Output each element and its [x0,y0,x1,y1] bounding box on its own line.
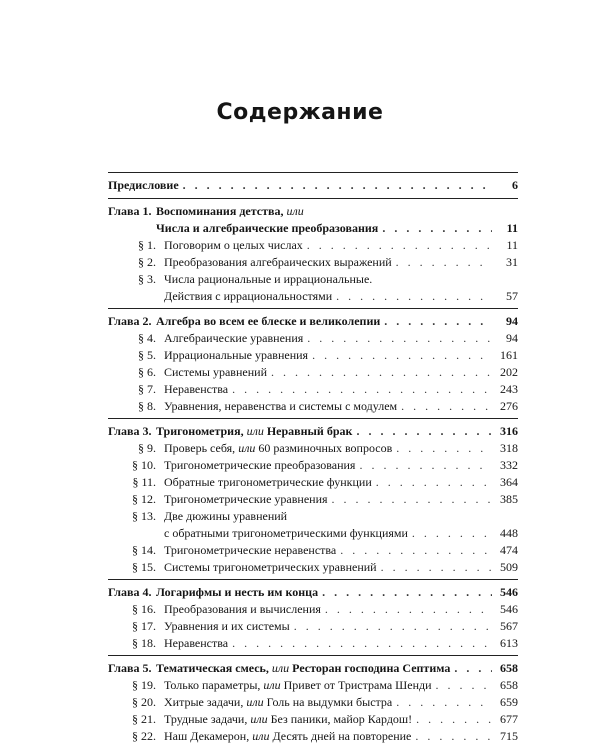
section-title-part: Голь на выдумки быстра [266,695,393,709]
section-title: Тригонометрические преобразования [164,458,356,472]
dot-leader [307,237,492,254]
section-entry [108,254,518,271]
page-number: 658 [500,678,518,692]
dot-leader [396,440,492,457]
section-entry [108,330,518,347]
dot-leader [183,177,492,194]
chapter-heading [108,309,518,330]
section-title: Неравенства [164,636,229,650]
dot-leader [325,601,492,618]
chapter-block-4 [108,580,518,656]
dot-leader [396,254,492,271]
section-number: § 16. [132,602,156,616]
dot-leader [401,398,492,415]
chapter-title-connector: или [246,424,264,438]
section-title-connector: или [263,678,281,692]
section-title: Числа рациональные и иррациональные. [164,272,373,286]
dot-leader [396,694,492,711]
dot-leader [381,559,492,576]
dot-leader [412,525,492,542]
section-number: § 8. [138,399,156,413]
section-title-part: Только параметры, [164,678,261,692]
section-entry [108,677,518,694]
section-number: § 1. [138,238,156,252]
section-number: § 17. [132,619,156,633]
page-number: 332 [500,458,518,472]
dot-leader [376,474,492,491]
section-title: Алгебраические уравнения [164,331,304,345]
section-entry [108,635,518,652]
preface-block [108,172,518,199]
page-title: Содержание [216,100,384,125]
section-number: § 21. [132,712,156,726]
chapter-title-connector: или [271,661,290,675]
section-entry [108,694,518,711]
page-number: 715 [500,729,518,743]
page-number: 31 [506,255,518,269]
dot-leader [356,423,492,440]
chapter-number: Глава 5. [108,661,152,675]
section-title-part: Десять дней на повторение [272,729,412,743]
section-entry [108,618,518,635]
section-title [164,440,392,457]
section-title: Системы тригонометрических уравнений [164,560,377,574]
page-number: 11 [506,221,518,235]
section-title: Преобразования алгебраических выражений [164,255,392,269]
chapter-heading [108,580,518,601]
section-entry [108,237,518,254]
dot-leader [416,711,492,728]
section-title: Уравнения и их системы [164,619,290,633]
dot-leader [415,728,492,745]
page-number: 161 [500,348,518,362]
section-title: Тригонометрические уравнения [164,492,328,506]
page-number: 318 [500,441,518,455]
section-entry [108,398,518,415]
chapter-block-1 [108,199,518,309]
section-number: § 6. [138,365,156,379]
page-number: 6 [512,178,518,192]
section-entry [108,364,518,381]
chapter-title-part: Воспоминания детства, [156,204,284,218]
section-entry [108,491,518,508]
chapter-heading [108,199,518,220]
section-title-line2: Действия с иррациональностями [164,289,333,303]
section-entry [108,711,518,728]
dot-leader [454,660,492,677]
section-title-connector: или [238,441,256,455]
chapter-number: Глава 3. [108,424,152,438]
chapter-title-part: Тригонометрия, [156,424,244,438]
page-number: 546 [500,602,518,616]
section-title [164,711,412,728]
section-title-part: Хитрые задачи, [164,695,244,709]
section-number: § 18. [132,636,156,650]
dot-leader [332,491,492,508]
page-number: 677 [500,712,518,726]
dot-leader [436,677,492,694]
chapter-title-part: Ресторан господина Септима [292,661,451,675]
page-number: 448 [500,526,518,540]
section-title: Неравенства [164,382,229,396]
section-title: Две дюжины уравнений [164,509,288,523]
page-number: 316 [500,424,518,438]
section-entry [108,542,518,559]
section-entry [108,457,518,474]
section-title-part: Без паники, майор Кардош! [270,712,413,726]
section-entry [108,559,518,576]
chapter-heading [108,419,518,440]
dot-leader [307,330,492,347]
chapter-number: Глава 1. [108,204,152,218]
toc-entry-preface [108,173,518,198]
chapter-title-part: Тематическая смесь, [156,661,269,675]
page-number: 94 [506,331,518,345]
section-title [164,694,392,711]
dot-leader [322,584,492,601]
section-entry-continued [108,525,518,542]
section-title: Тригонометрические неравенства [164,543,337,557]
page-number: 613 [500,636,518,650]
chapter-title: Алгебра во всем ее блеске и великолепии [156,314,381,328]
section-number: § 22. [132,729,156,743]
section-title: Обратные тригонометрические функции [164,475,372,489]
section-title [164,728,411,745]
page-number: 243 [500,382,518,396]
dot-leader [384,313,492,330]
chapter-title-part: Неравный брак [266,424,353,438]
section-title-part: Трудные задачи, [164,712,248,726]
section-number: § 13. [132,509,156,523]
section-number: § 19. [132,678,156,692]
section-number: § 7. [138,382,156,396]
chapter-heading [108,656,518,677]
page-number: 94 [506,314,518,328]
page-number: 509 [500,560,518,574]
section-entry [108,347,518,364]
dot-leader [382,220,492,237]
section-entry [108,728,518,745]
chapter-title: Логарифмы и несть им конца [156,585,319,599]
dot-leader [340,542,492,559]
section-entry [108,601,518,618]
section-entry [108,381,518,398]
chapter-title-connector: или [286,204,304,218]
section-title [164,677,432,694]
page-number: 202 [500,365,518,379]
dot-leader [336,288,492,305]
page-number: 276 [500,399,518,413]
dot-leader [271,364,492,381]
chapter-block-2 [108,309,518,419]
chapter-number: Глава 4. [108,585,152,599]
section-entry [108,440,518,457]
section-title: Преобразования и вычисления [164,602,321,616]
page-number: 11 [506,238,518,252]
chapter-title [156,423,352,440]
section-title-line2: с обратными тригонометрическими функциями [164,526,408,540]
section-number: § 15. [132,560,156,574]
page-number: 57 [506,289,518,303]
section-number: § 11. [132,475,156,489]
dot-leader [312,347,492,364]
section-title-part: Проверь себя, [164,441,236,455]
page-number: 658 [500,661,518,675]
section-number: § 10. [132,458,156,472]
chapter-heading-continued [108,220,518,237]
section-title: Системы уравнений [164,365,267,379]
chapter-block-3 [108,419,518,580]
section-title-part: Наш Декамерон, [164,729,250,743]
page-number: 385 [500,492,518,506]
section-number: § 12. [132,492,156,506]
dot-leader [232,635,492,652]
section-title-part: 60 разминочных вопросов [258,441,393,455]
chapter-block-5 [108,656,518,745]
section-number: § 20. [132,695,156,709]
section-number: § 3. [138,272,156,286]
section-title: Поговорим о целых числах [164,238,303,252]
table-of-contents [108,172,518,745]
section-number: § 2. [138,255,156,269]
chapter-title-line2: Числа и алгебраические преобразования [156,221,379,235]
section-title: Уравнения, неравенства и системы с модулем [164,399,398,413]
section-title-connector: или [246,695,264,709]
entry-label: Предисловие [108,178,179,192]
page-number: 659 [500,695,518,709]
section-number: § 5. [138,348,156,362]
chapter-number: Глава 2. [108,314,152,328]
section-title-part: Привет от Тристрама Шенди [283,678,432,692]
section-entry [108,508,518,525]
dot-leader [232,381,492,398]
dot-leader [294,618,492,635]
section-title: Иррациональные уравнения [164,348,309,362]
section-title-connector: или [252,729,270,743]
section-number: § 4. [138,331,156,345]
chapter-title [156,660,450,677]
section-title-connector: или [250,712,268,726]
section-entry [108,474,518,491]
section-entry-continued [108,288,518,305]
section-number: § 14. [132,543,156,557]
section-entry [108,271,518,288]
chapter-title [156,203,304,220]
dot-leader [359,457,492,474]
page-number: 567 [500,619,518,633]
section-number: § 9. [138,441,156,455]
page-number: 546 [500,585,518,599]
page-number: 474 [500,543,518,557]
page-number: 364 [500,475,518,489]
